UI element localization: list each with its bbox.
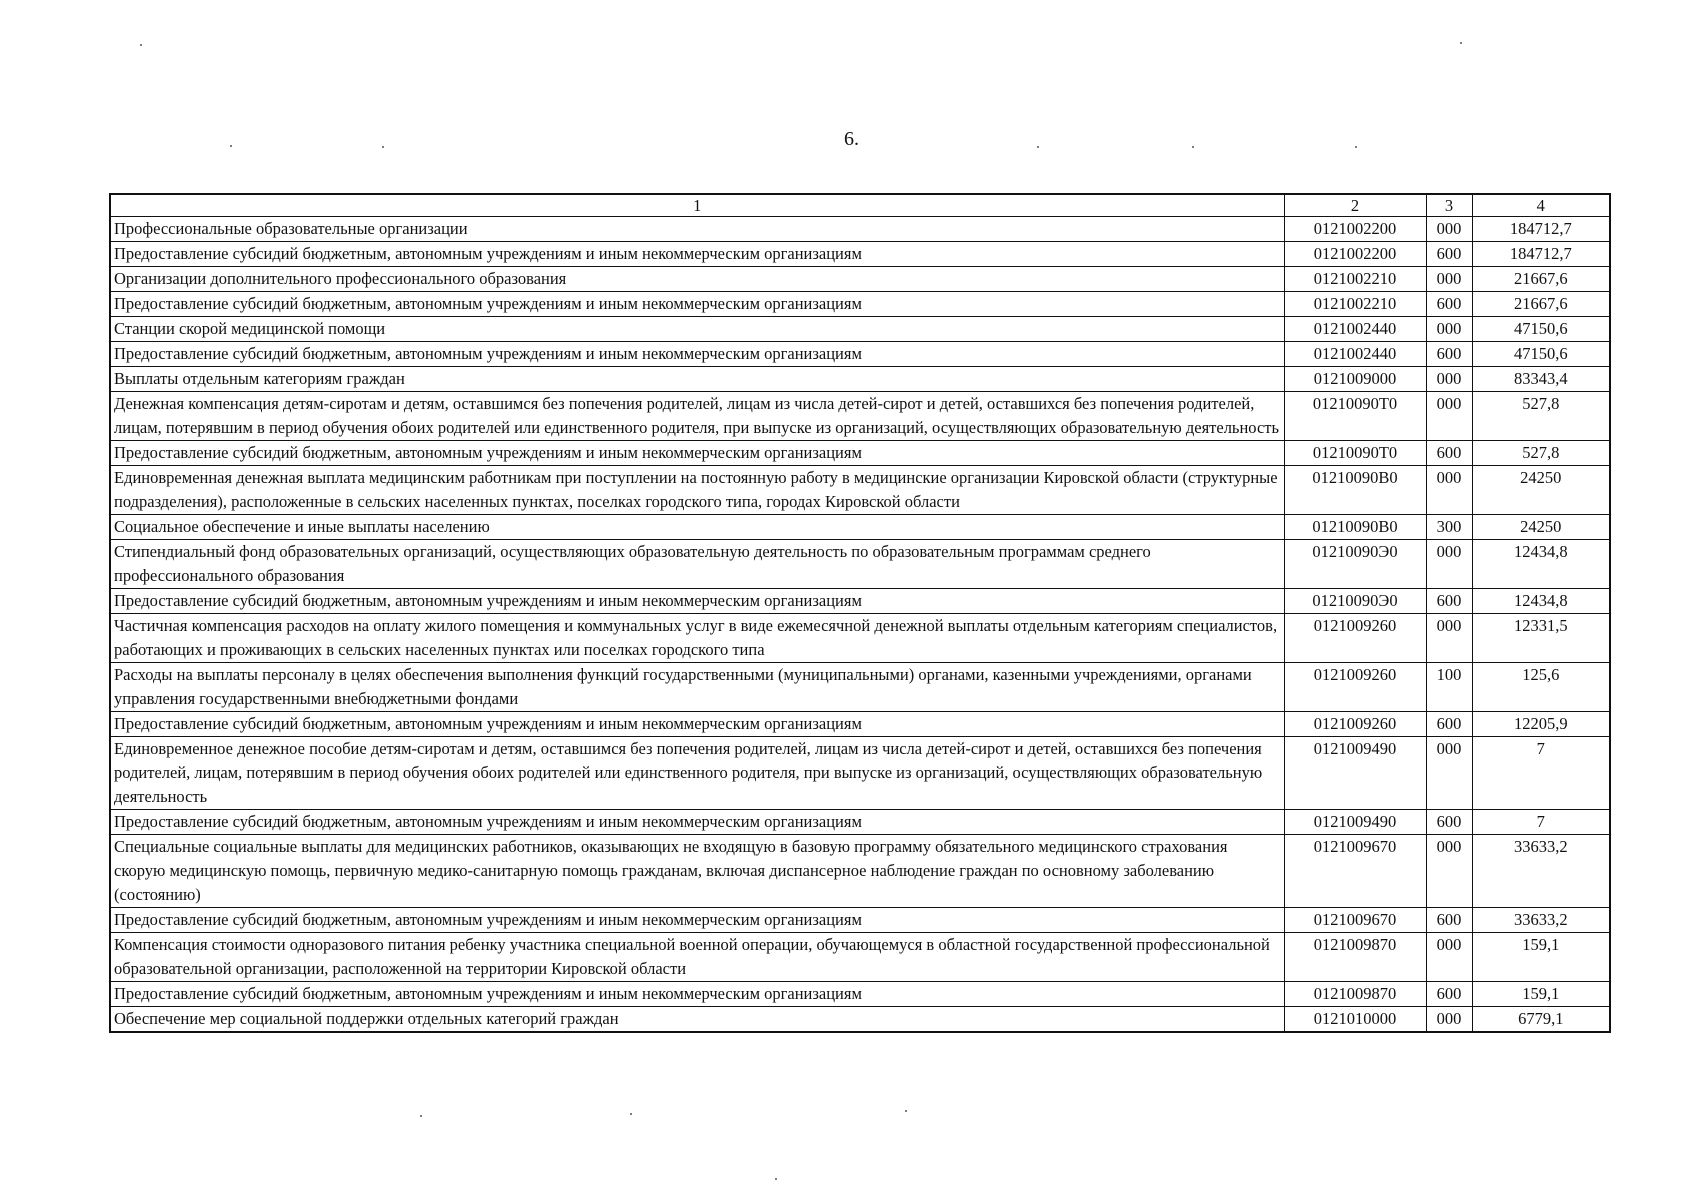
row-amount-cell: 12205,9: [1472, 712, 1610, 737]
row-code-cell: 0121009260: [1284, 663, 1426, 712]
row-name-cell: Предоставление субсидий бюджетным, автономным учреждениям и иным некоммерческим организациям: [110, 292, 1284, 317]
row-code-cell: 01210090В0: [1284, 515, 1426, 540]
row-code-cell: 0121010000: [1284, 1007, 1426, 1033]
table-row: [110, 515, 1610, 540]
table-row: [110, 589, 1610, 614]
row-name-cell: Компенсация стоимости одноразового питания ребенку участника специальной военной операции, обучающемуся в областной государственной профессиональной образовательной организации, расположенной на территории Кировской области: [110, 933, 1284, 982]
row-code-cell: 01210090Т0: [1284, 392, 1426, 441]
row-amount-cell: 184712,7: [1472, 217, 1610, 242]
row-amount-cell: 159,1: [1472, 982, 1610, 1007]
row-code-cell: 0121009870: [1284, 982, 1426, 1007]
row-kvr-cell: 000: [1426, 1007, 1472, 1033]
table-row: [110, 737, 1610, 810]
column-header-name: 1: [110, 194, 1284, 217]
row-kvr-cell: 000: [1426, 933, 1472, 982]
row-name-cell: Профессиональные образовательные организации: [110, 217, 1284, 242]
row-name-cell: Частичная компенсация расходов на оплату жилого помещения и коммунальных услуг в виде ежемесячной денежной выплаты отдельным категориям специалистов, работающих и проживающих в сельских населенных пунктах или поселках городского типа: [110, 614, 1284, 663]
table-row: [110, 1007, 1610, 1033]
table-row: [110, 835, 1610, 908]
row-name-cell: Предоставление субсидий бюджетным, автономным учреждениям и иным некоммерческим организациям: [110, 589, 1284, 614]
row-amount-cell: 83343,4: [1472, 367, 1610, 392]
table-row: [110, 810, 1610, 835]
row-amount-cell: 184712,7: [1472, 242, 1610, 267]
row-kvr-cell: 000: [1426, 540, 1472, 589]
row-code-cell: 0121009260: [1284, 712, 1426, 737]
row-amount-cell: 21667,6: [1472, 292, 1610, 317]
row-code-cell: 01210090В0: [1284, 466, 1426, 515]
row-amount-cell: 33633,2: [1472, 835, 1610, 908]
table-row: [110, 441, 1610, 466]
row-amount-cell: 527,8: [1472, 441, 1610, 466]
table-row: [110, 342, 1610, 367]
row-name-cell: Организации дополнительного профессионального образования: [110, 267, 1284, 292]
table-body: [110, 217, 1610, 1033]
row-code-cell: 0121009870: [1284, 933, 1426, 982]
row-kvr-cell: 300: [1426, 515, 1472, 540]
row-name-cell: Предоставление субсидий бюджетным, автономным учреждениям и иным некоммерческим организациям: [110, 441, 1284, 466]
row-kvr-cell: 600: [1426, 589, 1472, 614]
row-kvr-cell: 000: [1426, 217, 1472, 242]
row-name-cell: Предоставление субсидий бюджетным, автономным учреждениям и иным некоммерческим организациям: [110, 810, 1284, 835]
row-kvr-cell: 600: [1426, 342, 1472, 367]
row-kvr-cell: 000: [1426, 317, 1472, 342]
row-name-cell: Предоставление субсидий бюджетным, автономным учреждениям и иным некоммерческим организациям: [110, 242, 1284, 267]
row-kvr-cell: 000: [1426, 267, 1472, 292]
row-name-cell: Стипендиальный фонд образовательных организаций, осуществляющих образовательную деятельность по образовательным программам среднего профессионального образования: [110, 540, 1284, 589]
row-kvr-cell: 000: [1426, 466, 1472, 515]
row-name-cell: Предоставление субсидий бюджетным, автономным учреждениям и иным некоммерческим организациям: [110, 712, 1284, 737]
row-amount-cell: 12434,8: [1472, 540, 1610, 589]
column-header-amount: 4: [1472, 194, 1610, 217]
table-row: [110, 663, 1610, 712]
table-row: [110, 466, 1610, 515]
row-code-cell: 0121002210: [1284, 267, 1426, 292]
row-code-cell: 0121009490: [1284, 810, 1426, 835]
scan-speck: [630, 1113, 632, 1115]
scan-speck: [140, 44, 142, 46]
row-kvr-cell: 100: [1426, 663, 1472, 712]
row-amount-cell: 24250: [1472, 515, 1610, 540]
page-number: 6.: [844, 128, 859, 150]
row-name-cell: Единовременное денежное пособие детям-сиротам и детям, оставшимся без попечения родителей, лицам из числа детей-сирот и детей, оставшихся без попечения родителей, лицам, потерявшим в период обучения обоих родителей или единственного родителя, при выпуске из организаций, осуществляющих образовательную деятельность: [110, 737, 1284, 810]
table-row: [110, 242, 1610, 267]
row-code-cell: 0121002200: [1284, 217, 1426, 242]
column-header-code: 2: [1284, 194, 1426, 217]
row-amount-cell: 527,8: [1472, 392, 1610, 441]
row-kvr-cell: 600: [1426, 982, 1472, 1007]
row-kvr-cell: 600: [1426, 810, 1472, 835]
row-name-cell: Станции скорой медицинской помощи: [110, 317, 1284, 342]
budget-table: [109, 193, 1611, 1033]
row-code-cell: 0121009000: [1284, 367, 1426, 392]
row-code-cell: 0121002210: [1284, 292, 1426, 317]
scan-speck: [775, 1178, 777, 1180]
budget-sheet: [109, 193, 1609, 1033]
row-amount-cell: 12331,5: [1472, 614, 1610, 663]
row-amount-cell: 125,6: [1472, 663, 1610, 712]
row-code-cell: 01210090Т0: [1284, 441, 1426, 466]
table-row: [110, 614, 1610, 663]
row-name-cell: Денежная компенсация детям-сиротам и детям, оставшимся без попечения родителей, лицам из числа детей-сирот и детей, оставшихся без попечения родителей, лицам, потерявшим в период обучения обоих родителей или единственного родителя, при выпуске из организаций, осуществляющих образовательную деятельность: [110, 392, 1284, 441]
row-kvr-cell: 000: [1426, 614, 1472, 663]
row-code-cell: 0121009670: [1284, 908, 1426, 933]
row-amount-cell: 47150,6: [1472, 342, 1610, 367]
table-row: [110, 392, 1610, 441]
row-amount-cell: 21667,6: [1472, 267, 1610, 292]
table-row: [110, 267, 1610, 292]
row-kvr-cell: 600: [1426, 242, 1472, 267]
row-kvr-cell: 600: [1426, 712, 1472, 737]
row-name-cell: Предоставление субсидий бюджетным, автономным учреждениям и иным некоммерческим организациям: [110, 908, 1284, 933]
row-kvr-cell: 000: [1426, 392, 1472, 441]
row-code-cell: 0121002200: [1284, 242, 1426, 267]
row-name-cell: Специальные социальные выплаты для медицинских работников, оказывающих не входящую в базовую программу обязательного медицинского страхования скорую медицинскую помощь, первичную медико-санитарную помощь гражданам, включая диспансерное наблюдение граждан по основному заболеванию (состоянию): [110, 835, 1284, 908]
row-name-cell: Выплаты отдельным категориям граждан: [110, 367, 1284, 392]
row-kvr-cell: 600: [1426, 441, 1472, 466]
row-kvr-cell: 600: [1426, 908, 1472, 933]
header-row: [110, 194, 1610, 217]
table-row: [110, 217, 1610, 242]
row-amount-cell: 159,1: [1472, 933, 1610, 982]
table-row: [110, 933, 1610, 982]
row-code-cell: 0121009260: [1284, 614, 1426, 663]
row-name-cell: Социальное обеспечение и иные выплаты населению: [110, 515, 1284, 540]
row-kvr-cell: 000: [1426, 835, 1472, 908]
row-amount-cell: 47150,6: [1472, 317, 1610, 342]
table-row: [110, 317, 1610, 342]
scan-speck: [1460, 42, 1462, 44]
table-row: [110, 908, 1610, 933]
table-row: [110, 712, 1610, 737]
row-name-cell: Обеспечение мер социальной поддержки отдельных категорий граждан: [110, 1007, 1284, 1033]
row-code-cell: 0121002440: [1284, 317, 1426, 342]
table-row: [110, 292, 1610, 317]
row-kvr-cell: 600: [1426, 292, 1472, 317]
row-amount-cell: 33633,2: [1472, 908, 1610, 933]
row-amount-cell: 12434,8: [1472, 589, 1610, 614]
row-name-cell: Предоставление субсидий бюджетным, автономным учреждениям и иным некоммерческим организациям: [110, 342, 1284, 367]
row-code-cell: 0121002440: [1284, 342, 1426, 367]
row-amount-cell: 7: [1472, 737, 1610, 810]
table-row: [110, 367, 1610, 392]
row-amount-cell: 24250: [1472, 466, 1610, 515]
table-row: [110, 540, 1610, 589]
row-name-cell: Единовременная денежная выплата медицинским работникам при поступлении на постоянную работу в медицинские организации Кировской области (структурные подразделения), расположенные в сельских населенных пунктах, поселках городского типа, городах Кировской области: [110, 466, 1284, 515]
row-code-cell: 01210090Э0: [1284, 589, 1426, 614]
table-row: [110, 982, 1610, 1007]
row-code-cell: 0121009490: [1284, 737, 1426, 810]
row-kvr-cell: 000: [1426, 737, 1472, 810]
row-name-cell: Расходы на выплаты персоналу в целях обеспечения выполнения функций государственными (муниципальными) органами, казенными учреждениями, органами управления государственными внебюджетными фондами: [110, 663, 1284, 712]
scan-speck: [420, 1115, 422, 1117]
row-amount-cell: 7: [1472, 810, 1610, 835]
row-kvr-cell: 000: [1426, 367, 1472, 392]
column-header-kvr: 3: [1426, 194, 1472, 217]
row-code-cell: 01210090Э0: [1284, 540, 1426, 589]
scan-speck: [905, 1110, 907, 1112]
row-name-cell: Предоставление субсидий бюджетным, автономным учреждениям и иным некоммерческим организациям: [110, 982, 1284, 1007]
row-amount-cell: 6779,1: [1472, 1007, 1610, 1033]
row-code-cell: 0121009670: [1284, 835, 1426, 908]
